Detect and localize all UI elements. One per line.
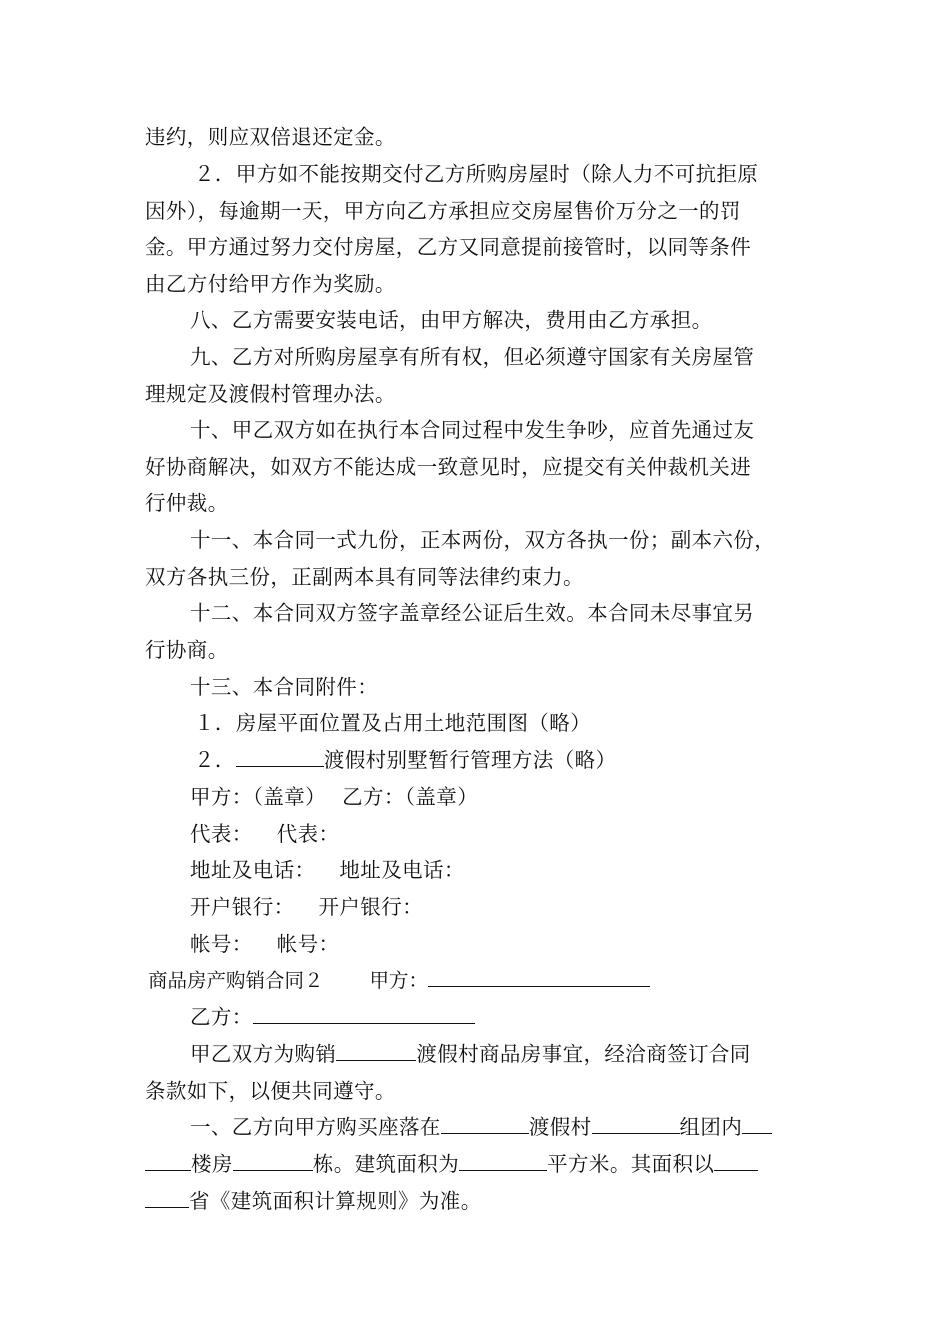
contract-2-title-line	[148, 967, 818, 995]
clause-1-text-b: 渡假村	[528, 1115, 592, 1139]
intro-text-b: 渡假村商品房事宜，经洽商签订合同	[416, 1042, 751, 1066]
address-line	[190, 856, 815, 884]
party-a-seal-label: 甲方：（盖章）	[190, 785, 327, 809]
text-line: 九、乙方对所购房屋享有所有权，但必须遵守国家有关房屋管	[190, 345, 755, 369]
intro-line	[190, 1040, 815, 1068]
fill-blank[interactable]	[714, 1150, 758, 1171]
text-line: 十二、本合同双方签字盖章经公证后生效。本合同未尽事宜另	[190, 601, 755, 625]
text-line: ２．甲方如不能按期交付乙方所购房屋时（除人力不可抗拒原	[194, 162, 759, 186]
attachment-2-prefix: ２．	[194, 748, 236, 772]
attachment-2-suffix: 渡假村别墅暂行管理方法（略）	[323, 748, 617, 772]
contract-2-party-a-label: 甲方：	[369, 969, 429, 992]
representative-line	[190, 820, 815, 848]
text-line: １．房屋平面位置及占用土地范围图（略）	[194, 711, 592, 735]
clause-1-text-c: 组团内	[679, 1115, 743, 1139]
seal-line	[190, 783, 815, 811]
bank-b-label: 开户银行：	[318, 895, 423, 919]
text-line: 双方各执三份，正副两本具有同等法律约束力。	[145, 565, 584, 589]
addr-b-label: 地址及电话：	[339, 858, 465, 882]
intro-text-a: 甲乙双方为购销	[190, 1042, 337, 1066]
clause-1-text-e: 栋。建筑面积为	[312, 1152, 460, 1176]
text-line: 由乙方付给甲方作为奖励。	[145, 272, 396, 296]
fill-blank[interactable]	[592, 1113, 680, 1134]
contract-2-title: 商品房产购销合同２	[148, 969, 324, 992]
text-line: 行仲裁。	[145, 491, 229, 515]
account-line	[190, 930, 815, 958]
text-line: 因外），每逾期一天，甲方向乙方承担应交房屋售价万分之一的罚	[145, 199, 741, 223]
party-b-seal-label: 乙方：（盖章）	[342, 785, 479, 809]
clause-1-text-d: 楼房	[191, 1152, 233, 1176]
fill-blank[interactable]	[742, 1113, 772, 1134]
fill-blank[interactable]	[459, 1150, 547, 1171]
party-b-line	[190, 1003, 815, 1031]
fill-blank[interactable]	[145, 1150, 191, 1171]
clause-1-text-a: 一、乙方向甲方购买座落在	[190, 1115, 441, 1139]
rep-b-label: 代表：	[276, 822, 340, 846]
bank-a-label: 开户银行：	[190, 895, 295, 919]
fill-blank[interactable]	[428, 967, 650, 987]
text-line: 金。甲方通过努力交付房屋，乙方又同意提前接管时，以同等条件	[145, 235, 752, 259]
text-line: 条款如下，以便共同遵守。	[145, 1079, 396, 1103]
text-line: 好协商解决，如双方不能达成一致意见时，应提交有关仲裁机关进	[145, 455, 752, 479]
fill-blank[interactable]	[145, 1187, 189, 1208]
bank-line	[190, 893, 815, 921]
clause-1-line-1	[190, 1113, 815, 1141]
clause-1-text-g: 省《建筑面积计算规则》为准。	[189, 1189, 482, 1213]
attachment-2-line	[194, 746, 814, 774]
clause-1-line-2	[145, 1150, 815, 1178]
acct-a-label: 帐号：	[190, 932, 253, 956]
fill-blank[interactable]	[441, 1113, 529, 1134]
addr-a-label: 地址及电话：	[190, 858, 316, 882]
fill-blank[interactable]	[236, 746, 324, 767]
text-line: 十三、本合同附件：	[190, 675, 379, 699]
text-line: 十一、本合同一式九份，正本两份，双方各执一份；副本六份，	[190, 528, 776, 552]
fill-blank[interactable]	[233, 1150, 313, 1171]
fill-blank[interactable]	[253, 1003, 475, 1024]
text-line: 理规定及渡假村管理办法。	[145, 382, 396, 406]
acct-b-label: 帐号：	[276, 932, 340, 956]
text-line: 八、乙方需要安装电话，由甲方解决，费用由乙方承担。	[190, 308, 713, 332]
text-line: 行协商。	[145, 638, 229, 662]
rep-a-label: 代表：	[190, 822, 253, 846]
text-line: 十、甲乙双方如在执行本合同过程中发生争吵，应首先通过友	[190, 418, 755, 442]
clause-1-line-3	[145, 1187, 815, 1215]
clause-1-text-f: 平方米。其面积以	[547, 1152, 715, 1176]
fill-blank[interactable]	[336, 1040, 416, 1061]
party-b-label: 乙方：	[190, 1005, 253, 1029]
text-line: 违约，则应双倍退还定金。	[145, 125, 396, 149]
